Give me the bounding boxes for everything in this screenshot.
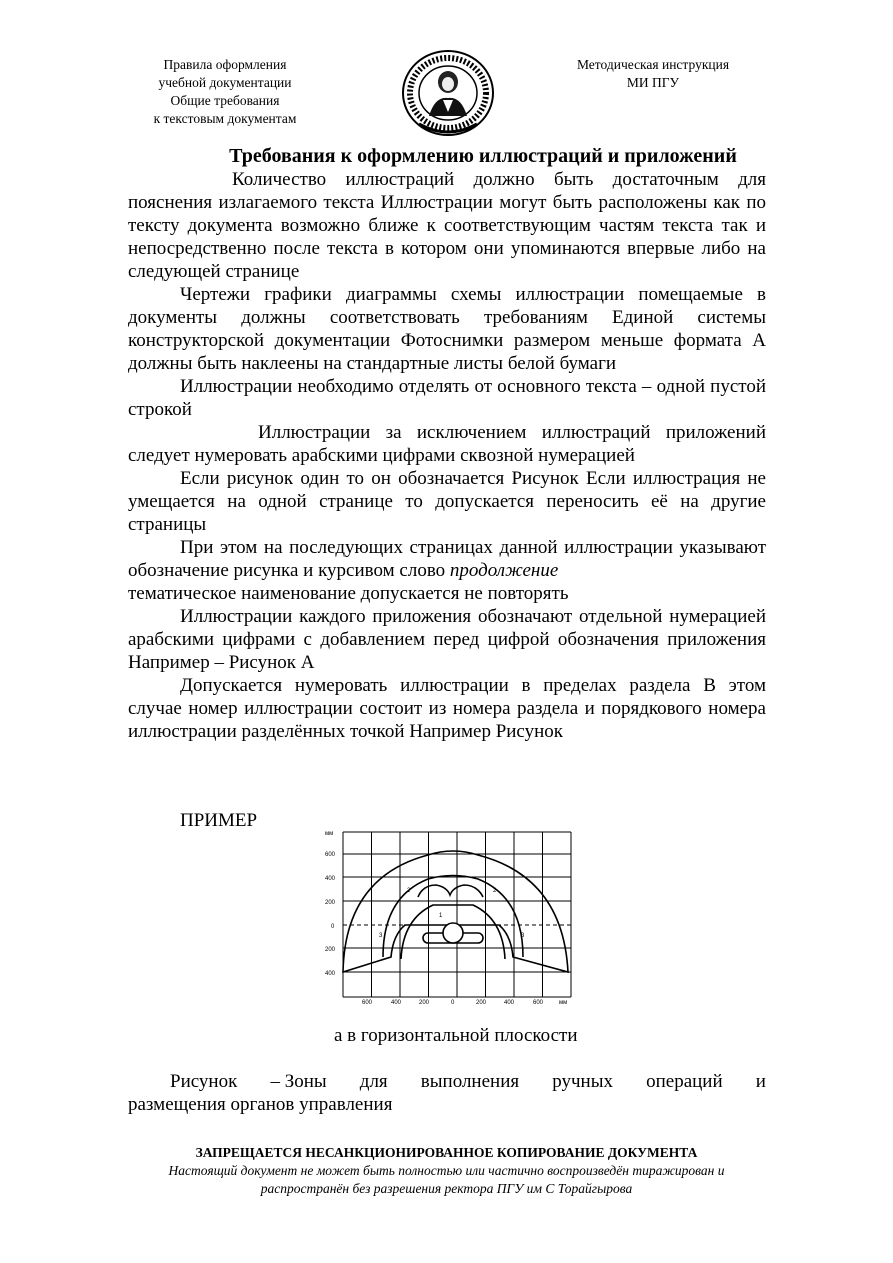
- italic-word: продолжение: [449, 560, 559, 581]
- x-tick-label: 200: [419, 1000, 430, 1006]
- y-tick-label: 400: [325, 971, 336, 977]
- footer: [100, 1144, 793, 1198]
- work-zones-figure: [323, 827, 573, 1007]
- x-tick-label: 400: [504, 1000, 515, 1006]
- zone-curves: [343, 851, 568, 972]
- zone-label: 3: [379, 933, 383, 939]
- figure-grid: [343, 832, 571, 997]
- caption-word: для: [359, 1071, 388, 1092]
- caption-word: операций: [646, 1071, 723, 1092]
- zone-label: 1: [439, 913, 443, 919]
- caption-word: – Зоны: [270, 1071, 327, 1092]
- paragraph: Иллюстрации за исключением иллюстраций приложений следует нумеровать арабскими цифрами сквозной нумерацией: [128, 422, 766, 466]
- x-tick-label: 600: [533, 1000, 544, 1006]
- x-tick-label: 400: [391, 1000, 402, 1006]
- x-tick-label: 200: [476, 1000, 487, 1006]
- header-right-line: Методическая инструкция: [576, 57, 730, 72]
- x-tick-label: 600: [362, 1000, 373, 1006]
- caption-word: выполнения: [420, 1071, 520, 1092]
- y-tick-label: 200: [325, 900, 336, 906]
- y-tick-label: 200: [325, 947, 336, 953]
- unit-label: мм: [325, 831, 334, 837]
- x-tick-label: 0: [451, 1000, 455, 1006]
- paragraph: Чертежи графики диаграммы схемы иллюстрации помещаемые в документы должны соответствовать требованиям Единой системы конструкторской документации Фотоснимки размером меньше формата А должны быть наклеены на стандартные листы белой бумаги: [128, 284, 766, 374]
- caption-word: Рисунок: [170, 1071, 238, 1092]
- header-right-line: МИ ПГУ: [626, 75, 680, 90]
- copy-warning: ЗАПРЕЩАЕТСЯ НЕСАНКЦИОНИРОВАННОЕ КОПИРОВАНИЕ ДОКУМЕНТА: [195, 1145, 698, 1160]
- caption-word: и: [755, 1071, 766, 1092]
- header-left-line: к текстовым документам: [153, 111, 297, 126]
- figure-caption: [128, 1070, 766, 1116]
- university-seal-logo: [399, 48, 497, 138]
- zone-label: 2: [407, 888, 411, 894]
- paragraph-text: При этом на последующих страницах данной иллюстрации указывают обозначение рисунка и курсивом слово: [128, 537, 766, 581]
- header-right-block: [560, 56, 746, 92]
- section-title: Требования к оформлению иллюстраций и приложений: [229, 145, 737, 167]
- zone-label: 3: [521, 933, 525, 939]
- paragraph: Иллюстрации необходимо отделять от основного текста – одной пустой строкой: [128, 376, 766, 420]
- header-left-line: учебной документации: [158, 75, 292, 90]
- example-label: ПРИМЕР: [180, 810, 258, 831]
- body-text: [128, 168, 766, 743]
- header-left-line: Правила оформления: [163, 57, 287, 72]
- zone-label: 2: [493, 888, 497, 894]
- paragraph: [128, 536, 766, 605]
- figure-caption-line: размещения органов управления: [128, 1094, 393, 1115]
- figure-axis-labels: [325, 831, 567, 1006]
- header-left-line: Общие требования: [170, 93, 280, 108]
- figure-caption-line: [128, 1070, 766, 1093]
- header-left-block: [136, 56, 314, 128]
- paragraph: Если рисунок один то он обозначается Рисунок Если иллюстрация не умещается на одной странице то допускается переносить её на другие страницы: [128, 468, 766, 535]
- copy-note-line: распространён без разрешения ректора ПГУ им С Торайгырова: [260, 1181, 633, 1196]
- y-tick-label: 400: [325, 876, 336, 882]
- figure-subcaption: а в горизонтальной плоскости: [334, 1025, 578, 1046]
- paragraph: Количество иллюстраций должно быть достаточным для пояснения излагаемого текста Иллюстрации могут быть расположены как по тексту документа возможно ближе к соответствующим частям текста так и непосредственно после текста в котором они упоминаются впервые либо на следующей странице: [128, 169, 766, 282]
- paragraph-text: тематическое наименование допускается не повторять: [128, 583, 569, 604]
- paragraph: Иллюстрации каждого приложения обозначают отдельной нумерацией арабскими цифрами с добавлением перед цифрой обозначения приложения Например – Рисунок А: [128, 606, 766, 673]
- y-tick-label: 600: [325, 852, 336, 858]
- caption-word: ручных: [552, 1071, 613, 1092]
- unit-label: мм: [559, 1000, 568, 1006]
- copy-note-line: Настоящий документ не может быть полностью или частично воспроизведён тиражирован и: [168, 1163, 725, 1178]
- y-tick-label: 0: [331, 924, 335, 930]
- paragraph: Допускается нумеровать иллюстрации в пределах раздела В этом случае номер иллюстрации состоит из номера раздела и порядкового номера иллюстрации разделённых точкой Например Рисунок: [128, 675, 766, 742]
